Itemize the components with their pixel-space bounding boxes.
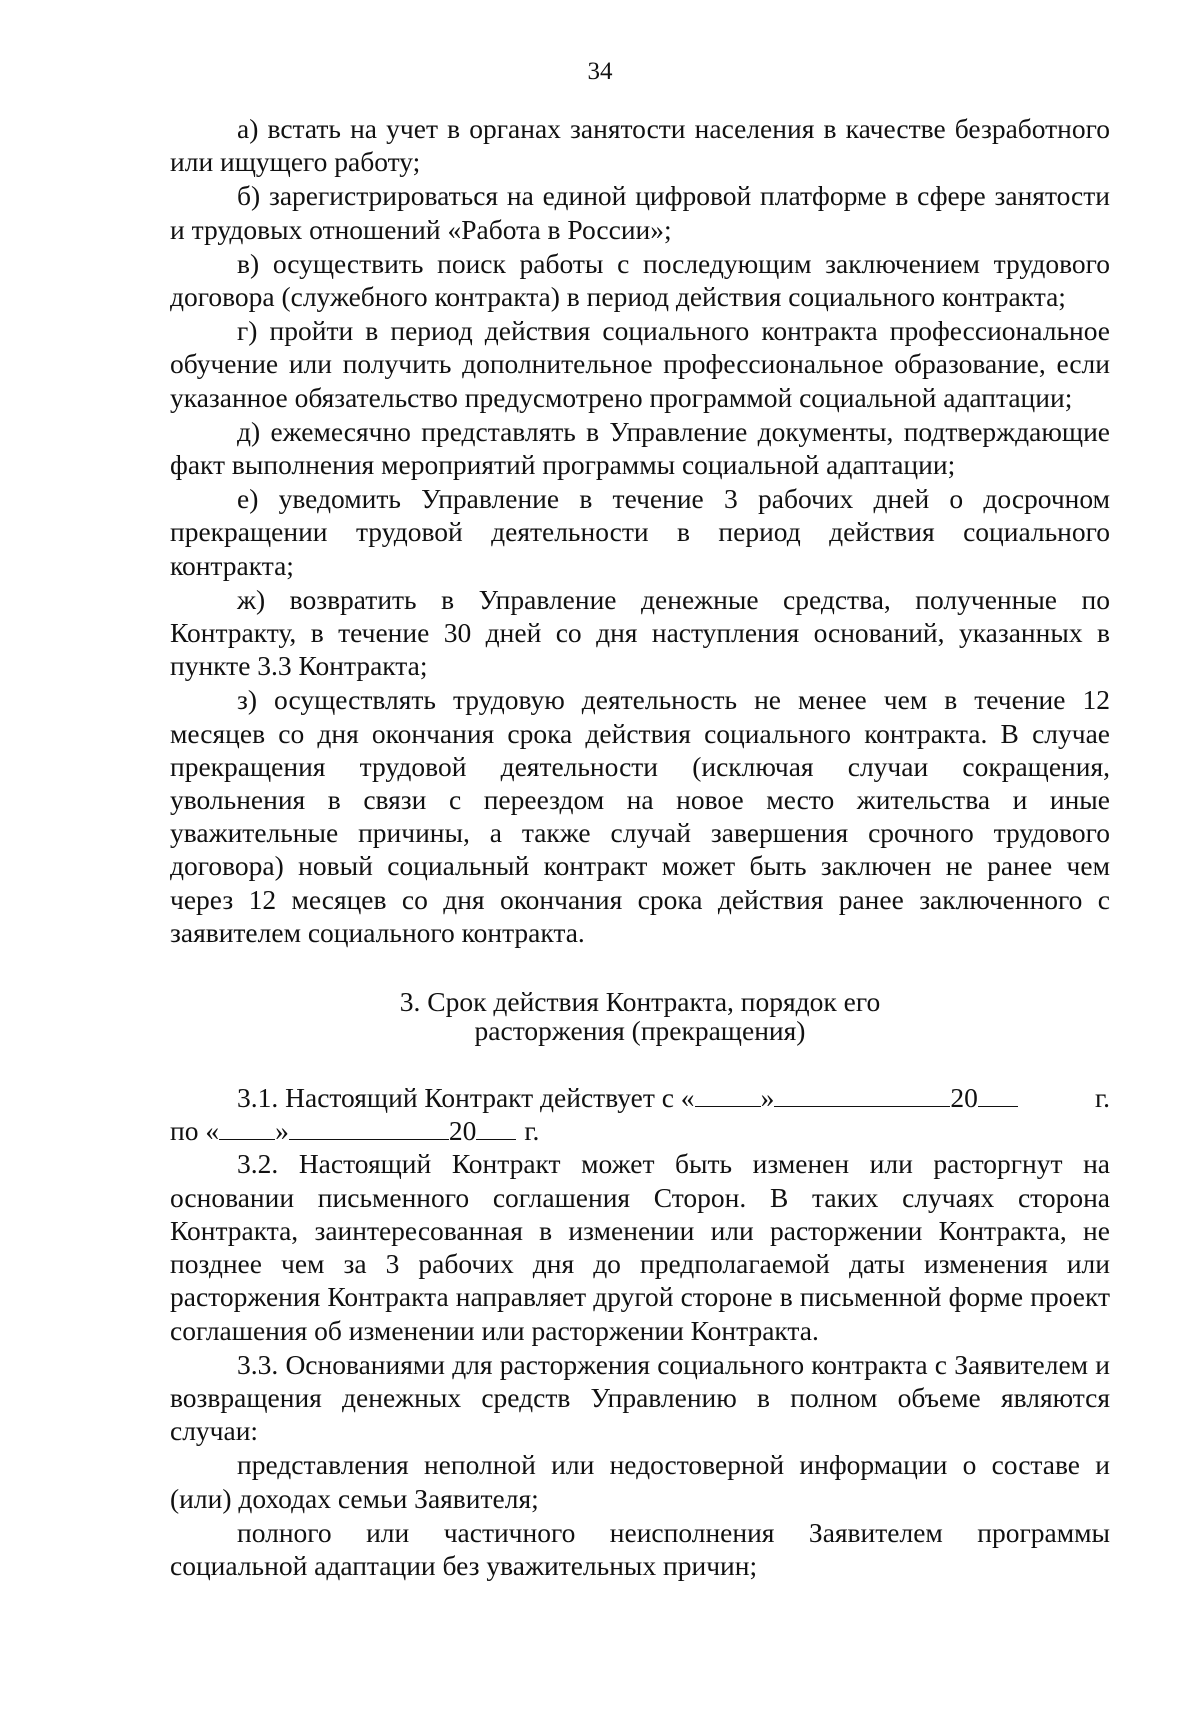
day-blank (695, 1084, 761, 1107)
month-blank-2 (289, 1117, 449, 1140)
document-body (170, 112, 1110, 1583)
clause-3-1-line2-close-quote: » (275, 1115, 289, 1147)
section-heading (170, 987, 1110, 1045)
list-item-z: з) осуществлять трудовую деятельность не менее чем в течение 12 месяцев со дня окончания срока действия социального контракта. В случае прекращения трудовой деятельности (исключая случаи сокращения, увольнения в связи с переездом на новое место жительства и иные уважительные причины, а также случай завершения срочного трудового договора) новый социальный контракт может быть заключен не ранее чем через 12 месяцев со дня окончания срока действия ранее заключенного с заявителем социального контракта. (170, 684, 1110, 948)
month-blank (774, 1084, 950, 1107)
list-item-b: б) зарегистрироваться на единой цифровой платформе в сфере занятости и трудовых отношений «Работа в России»; (170, 180, 1110, 245)
section-title-line2: расторжения (прекращения) (474, 1015, 806, 1047)
clause-3-1-line2-year-suffix: г. (524, 1115, 540, 1147)
list-item-a: а) встать на учет в органах занятости населения в качестве безработного или ищущего работу; (170, 113, 1110, 178)
list-item-g: г) пройти в период действия социального контракта профессиональное обучение или получить дополнительное профессиональное образование, если указанное обязательство предусмотрено программой социальной адаптации; (170, 315, 1110, 413)
clause-3-1-year-prefix: 20 (950, 1082, 978, 1114)
day-blank-2 (219, 1117, 275, 1140)
clause-3-1-line2-year-prefix: 20 (448, 1115, 477, 1147)
list-item-d: д) ежемесячно представлять в Управление документы, подтверждающие факт выполнения мероприятий программы социальной адаптации; (170, 415, 1110, 481)
clause-3-1-prefix: 3.1. Настоящий Контракт действует с « (237, 1082, 695, 1114)
clause-3-2: 3.2. Настоящий Контракт может быть изменен или расторгнут на основании письменного соглашения Сторон. В таких случаях сторона Контракта, заинтересованная в изменении или расторжении Контракта, не позднее чем за 3 рабочих дня до предполагаемой даты изменения или расторжения Контракта направляет другой стороне в письменной форме проект соглашения об изменении или расторжении Контракта. (170, 1148, 1110, 1346)
clause-3-3: 3.3. Основаниями для расторжения социального контракта с Заявителем и возвращения денежных средств Управлению в полном объеме являются случаи: (170, 1348, 1110, 1447)
year-blank-2 (476, 1117, 516, 1140)
list-item-e: е) уведомить Управление в течение 3 рабочих дней о досрочном прекращении трудовой деятельности в период действия социального контракта; (170, 483, 1110, 581)
list-item-v: в) осуществить поиск работы с последующим заключением трудового договора (служебного контракта) в период действия социального контракта; (170, 247, 1110, 313)
list-item-zh: ж) возвратить в Управление денежные средства, полученные по Контракту, в течение 30 дней со дня наступления оснований, указанных в пункте 3.3 Контракта; (170, 583, 1110, 682)
clause-3-1-line2-prefix: по « (170, 1115, 220, 1147)
clause-3-1-close-quote: » (760, 1082, 775, 1114)
clause-3-1-line2 (170, 1114, 1110, 1147)
page-number: 34 (587, 58, 613, 85)
clause-3-1-line1 (170, 1081, 1110, 1114)
clause-3-3-case-2: полного или частичного неисполнения Заявителем программы социальной адаптации без уважительных причин; (170, 1516, 1110, 1581)
section-title-line1: 3. Срок действия Контракта, порядок его (399, 986, 881, 1018)
clause-3-3-case-1: представления неполной или недостоверной информации о составе и (или) доходах семьи Заявителя; (170, 1449, 1110, 1514)
year-blank (978, 1084, 1018, 1107)
clause-3-1-year-suffix: г. (1094, 1082, 1110, 1114)
